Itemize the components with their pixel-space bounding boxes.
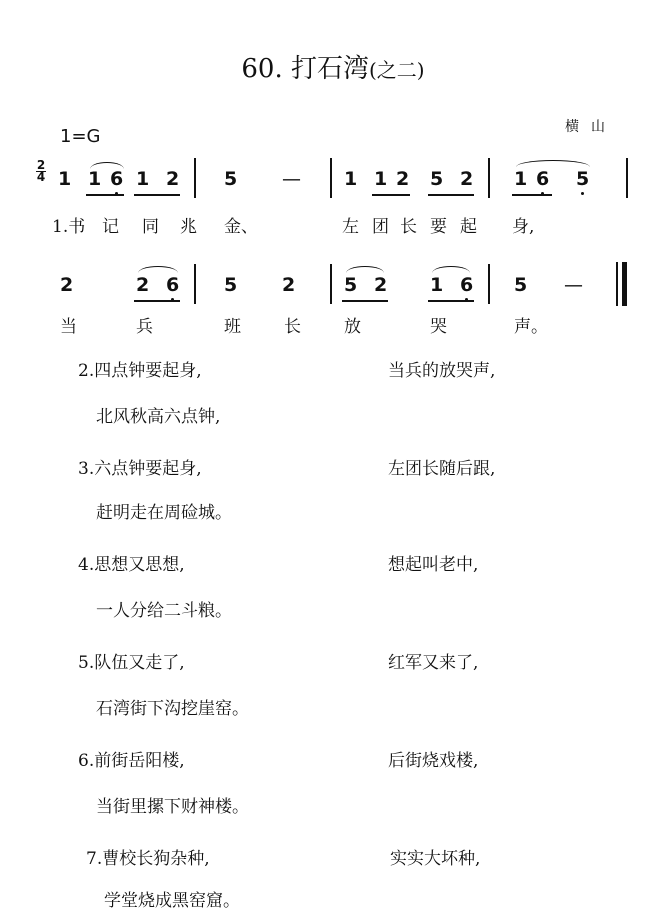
verse-7-line-2: 实实大坏种,: [390, 849, 481, 869]
bar-line: [488, 264, 490, 304]
note: 2: [374, 274, 388, 296]
lyric: 班: [224, 317, 241, 337]
lyric: 哭: [430, 317, 447, 337]
final-bar-thick: [622, 262, 627, 306]
note: 6: [110, 168, 124, 190]
score-line-1: [30, 150, 640, 270]
verse-4-line-3: 一人分给二斗粮。: [96, 601, 232, 621]
verse-7-line-1: 7.曹校长狗杂种,: [86, 849, 210, 869]
verse-5-line-3: 石湾街下沟挖崖窑。: [96, 699, 249, 719]
lyric: 金、: [224, 217, 258, 237]
song-title: 60. 打石湾: [241, 54, 369, 84]
time-signature: [36, 160, 46, 183]
note: 2: [136, 274, 150, 296]
note: 5: [344, 274, 358, 296]
note: 1: [430, 274, 444, 296]
note: 5: [224, 168, 238, 190]
beam: [372, 194, 410, 196]
note: 1: [374, 168, 388, 190]
lyric: 起: [460, 217, 477, 237]
lyric: 记: [102, 217, 119, 237]
lyric: 要: [430, 217, 447, 237]
verse-4-line-2: 想起叫老中,: [388, 555, 479, 575]
lyric: 同: [142, 217, 159, 237]
beam: [342, 300, 388, 302]
note: 1: [136, 168, 150, 190]
song-title-line: [0, 48, 666, 85]
verse-2-line-2: 当兵的放哭声,: [388, 361, 496, 381]
beam: [134, 300, 180, 302]
lyric: 兆: [180, 217, 197, 237]
note: 2: [396, 168, 410, 190]
lyric: 放: [344, 317, 361, 337]
lyric: 当: [60, 317, 77, 337]
note: 5: [224, 274, 238, 296]
note: 2: [60, 274, 74, 296]
lyric: 左: [342, 217, 359, 237]
bar-line: [330, 158, 332, 198]
lyric: 兵: [136, 317, 153, 337]
beam: [428, 300, 474, 302]
verse-6-line-1: 6.前街岳阳楼,: [78, 751, 185, 771]
final-bar-thin: [616, 262, 618, 306]
lyric: 长: [400, 217, 417, 237]
beam: [86, 194, 124, 196]
slur: [516, 160, 590, 167]
verse-3-line-1: 3.六点钟要起身,: [78, 459, 202, 479]
note: 6: [460, 274, 474, 296]
note: 1: [514, 168, 528, 190]
lyric: 身,: [512, 217, 535, 237]
note: 1: [88, 168, 102, 190]
verse-7-line-3: 学堂烧成黑窑窟。: [104, 891, 240, 911]
bar-line: [626, 158, 628, 198]
verse-2-line-3: 北风秋高六点钟,: [96, 407, 221, 427]
bar-line: [488, 158, 490, 198]
slur: [90, 162, 124, 169]
beam: [428, 194, 474, 196]
verse-3-line-2: 左团长随后跟,: [388, 459, 496, 479]
lyric: 1.书: [52, 217, 86, 237]
note: 5: [514, 274, 528, 296]
lyric: 声。: [514, 317, 548, 337]
note: 2: [166, 168, 180, 190]
bar-line: [330, 264, 332, 304]
beam: [512, 194, 552, 196]
beam: [134, 194, 180, 196]
dash: —: [564, 274, 583, 296]
score-line-2: [30, 258, 640, 338]
note: 6: [536, 168, 550, 190]
verse-5-line-2: 红军又来了,: [388, 653, 479, 673]
verse-5-line-1: 5.队伍又走了,: [78, 653, 185, 673]
note: 1: [344, 168, 358, 190]
verse-4-line-1: 4.思想又思想,: [78, 555, 185, 575]
dash: —: [282, 168, 301, 190]
song-subtitle: (之二): [369, 58, 425, 82]
verse-3-line-3: 赶明走在周硷城。: [96, 503, 232, 523]
slur: [346, 266, 384, 273]
verse-2-line-1: 2.四点钟要起身,: [78, 361, 202, 381]
lyric: 团: [372, 217, 389, 237]
time-signature-bottom: 4: [36, 170, 46, 184]
region-label: 横山: [565, 119, 617, 135]
key-signature: 1=G: [60, 126, 101, 147]
verse-6-line-3: 当街里摞下财神楼。: [96, 797, 249, 817]
verse-6-line-2: 后街烧戏楼,: [388, 751, 479, 771]
lyric: 长: [284, 317, 301, 337]
note: 5: [430, 168, 444, 190]
note: 5: [576, 168, 590, 190]
time-signature-top: 2: [36, 158, 46, 172]
bar-line: [194, 264, 196, 304]
note: 2: [282, 274, 296, 296]
note: 2: [460, 168, 474, 190]
note: 6: [166, 274, 180, 296]
slur: [432, 266, 470, 273]
bar-line: [194, 158, 196, 198]
slur: [138, 266, 178, 273]
note: 1: [58, 168, 72, 190]
